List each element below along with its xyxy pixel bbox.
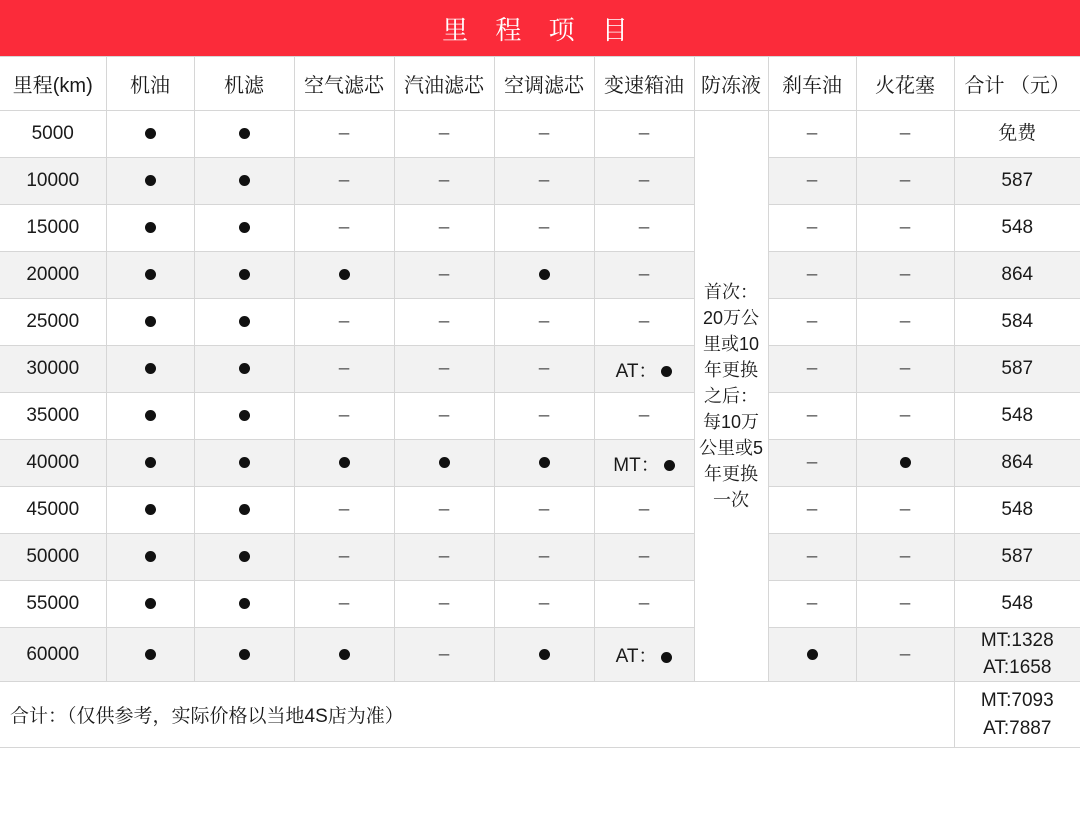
cell-brake-fluid: [768, 111, 856, 158]
service-dash: –: [899, 546, 911, 567]
service-dash: –: [438, 499, 450, 520]
service-dash: –: [806, 452, 818, 473]
service-dash: –: [538, 170, 550, 191]
service-dot: [145, 316, 156, 327]
cell-fuel-filter: [394, 205, 494, 252]
cell-gearbox-oil: [594, 346, 694, 393]
col-header-brake-fluid: 刹车油: [768, 57, 856, 111]
service-dash: –: [338, 170, 350, 191]
cell-mileage: 50000: [0, 534, 106, 581]
service-dash: –: [438, 311, 450, 332]
cell-brake-fluid: [768, 205, 856, 252]
service-dash: –: [538, 311, 550, 332]
cell-brake-fluid: [768, 534, 856, 581]
cell-oil-filter: [194, 252, 294, 299]
service-dash: –: [338, 405, 350, 426]
service-dot: [145, 222, 156, 233]
service-dash: –: [538, 217, 550, 238]
service-dash: –: [538, 358, 550, 379]
service-dot: [239, 128, 250, 139]
cell-ac-filter: [494, 581, 594, 628]
cell-oil-filter: [194, 487, 294, 534]
cell-row-total: 864: [954, 252, 1080, 299]
service-dot: [145, 504, 156, 515]
service-dash: –: [899, 264, 911, 285]
service-dash: –: [899, 170, 911, 191]
cell-spark-plug: [856, 205, 954, 252]
cell-fuel-filter: [394, 487, 494, 534]
service-dot: [539, 269, 550, 280]
service-dot: [539, 457, 550, 468]
cell-engine-oil: [106, 346, 194, 393]
cell-engine-oil: [106, 111, 194, 158]
service-dash: –: [806, 264, 818, 285]
grand-total: MT:7093 AT:7887: [954, 682, 1080, 748]
service-dash: –: [438, 358, 450, 379]
table-footer: [0, 682, 1080, 748]
cell-gearbox-oil: [594, 393, 694, 440]
service-dot: [539, 649, 550, 660]
service-dash: –: [806, 593, 818, 614]
cell-air-filter: [294, 581, 394, 628]
table-header: [0, 57, 1080, 111]
cell-fuel-filter: [394, 440, 494, 487]
cell-spark-plug: [856, 628, 954, 682]
cell-spark-plug: [856, 158, 954, 205]
cell-engine-oil: [106, 158, 194, 205]
cell-mileage: 15000: [0, 205, 106, 252]
cell-fuel-filter: [394, 158, 494, 205]
maintenance-table: [0, 56, 1080, 748]
cell-coolant-note: 首次： 20万公 里或10 年更换 之后： 每10万 公里或5 年更换 一次: [694, 111, 768, 682]
footer-note: [0, 682, 954, 748]
cell-spark-plug: [856, 487, 954, 534]
cell-row-total: 548: [954, 393, 1080, 440]
service-dot: [239, 457, 250, 468]
cell-ac-filter: [494, 440, 594, 487]
cell-mileage: 45000: [0, 487, 106, 534]
service-dash: –: [538, 546, 550, 567]
service-dot: [239, 175, 250, 186]
gearbox-type-label: MT：: [613, 454, 660, 476]
cell-row-total: 587: [954, 158, 1080, 205]
service-dash: –: [438, 643, 450, 665]
service-dash: –: [899, 499, 911, 520]
col-header-air-filter: 空气滤芯: [294, 57, 394, 111]
service-dot: [239, 649, 250, 660]
cell-row-total: MT:1328 AT:1658: [954, 628, 1080, 682]
service-dash: –: [638, 546, 650, 567]
cell-oil-filter: [194, 299, 294, 346]
service-dot: [145, 410, 156, 421]
cell-ac-filter: [494, 346, 594, 393]
cell-air-filter: [294, 534, 394, 581]
cell-spark-plug: [856, 252, 954, 299]
cell-engine-oil: [106, 252, 194, 299]
service-dash: –: [538, 499, 550, 520]
cell-spark-plug: [856, 440, 954, 487]
service-dash: –: [638, 593, 650, 614]
cell-brake-fluid: [768, 581, 856, 628]
service-dot: [807, 649, 818, 660]
cell-fuel-filter: [394, 628, 494, 682]
cell-oil-filter: [194, 393, 294, 440]
service-dash: –: [338, 593, 350, 614]
cell-oil-filter: [194, 534, 294, 581]
service-dash: –: [638, 170, 650, 191]
cell-air-filter: [294, 393, 394, 440]
service-dot: [145, 128, 156, 139]
service-dot: [145, 457, 156, 468]
cell-gearbox-oil: [594, 440, 694, 487]
col-header-gearbox-oil: 变速箱油: [594, 57, 694, 111]
cell-ac-filter: [494, 252, 594, 299]
cell-fuel-filter: [394, 299, 494, 346]
service-dash: –: [806, 170, 818, 191]
cell-fuel-filter: [394, 581, 494, 628]
cell-engine-oil: [106, 534, 194, 581]
service-dash: –: [638, 311, 650, 332]
service-dash: –: [638, 499, 650, 520]
cell-mileage: 60000: [0, 628, 106, 682]
cell-spark-plug: [856, 393, 954, 440]
footer-label: 合计：: [10, 706, 68, 728]
service-dash: –: [899, 405, 911, 426]
cell-gearbox-oil: [594, 111, 694, 158]
table-row: [0, 487, 1080, 534]
service-dot: [661, 366, 672, 377]
cell-air-filter: [294, 205, 394, 252]
service-dot: [661, 652, 672, 663]
cell-gearbox-oil: [594, 581, 694, 628]
cell-mileage: 10000: [0, 158, 106, 205]
cell-mileage: 5000: [0, 111, 106, 158]
cell-spark-plug: [856, 299, 954, 346]
table-row: [0, 440, 1080, 487]
service-dash: –: [899, 358, 911, 379]
table-row: [0, 534, 1080, 581]
cell-fuel-filter: [394, 393, 494, 440]
cell-engine-oil: [106, 628, 194, 682]
service-dot: [239, 598, 250, 609]
service-dash: –: [438, 593, 450, 614]
cell-air-filter: [294, 346, 394, 393]
cell-mileage: 30000: [0, 346, 106, 393]
cell-spark-plug: [856, 534, 954, 581]
service-dot: [145, 551, 156, 562]
table-row: [0, 158, 1080, 205]
cell-row-total: 587: [954, 534, 1080, 581]
cell-brake-fluid: [768, 252, 856, 299]
col-header-fuel-filter: 汽油滤芯: [394, 57, 494, 111]
cell-air-filter: [294, 111, 394, 158]
table-row: [0, 205, 1080, 252]
cell-oil-filter: [194, 205, 294, 252]
page-title: 里 程 项 目: [0, 0, 1080, 56]
cell-fuel-filter: [394, 534, 494, 581]
service-dash: –: [899, 593, 911, 614]
cell-mileage: 35000: [0, 393, 106, 440]
table-body: [0, 111, 1080, 682]
service-dash: –: [438, 217, 450, 238]
service-dot: [339, 269, 350, 280]
cell-oil-filter: [194, 111, 294, 158]
service-dash: –: [899, 643, 911, 665]
service-dash: –: [338, 311, 350, 332]
service-dash: –: [638, 123, 650, 144]
cell-gearbox-oil: [594, 534, 694, 581]
service-dash: –: [806, 123, 818, 144]
table-row: [0, 299, 1080, 346]
service-dash: –: [338, 499, 350, 520]
cell-row-total: 584: [954, 299, 1080, 346]
service-dot: [239, 410, 250, 421]
cell-brake-fluid: [768, 628, 856, 682]
table-row: [0, 393, 1080, 440]
gearbox-type-label: AT：: [615, 646, 658, 668]
cell-engine-oil: [106, 299, 194, 346]
cell-ac-filter: [494, 205, 594, 252]
table-row: [0, 581, 1080, 628]
cell-spark-plug: [856, 346, 954, 393]
footer-disclaimer: （仅供参考，实际价格以当地4S店为准）: [67, 706, 404, 728]
service-dash: –: [806, 358, 818, 379]
service-dash: –: [638, 217, 650, 238]
cell-spark-plug: [856, 111, 954, 158]
service-dash: –: [899, 123, 911, 144]
cell-oil-filter: [194, 346, 294, 393]
cell-air-filter: [294, 440, 394, 487]
service-dash: –: [638, 264, 650, 285]
service-dot: [145, 269, 156, 280]
service-dot: [239, 551, 250, 562]
cell-row-total: 548: [954, 205, 1080, 252]
cell-fuel-filter: [394, 111, 494, 158]
cell-ac-filter: [494, 628, 594, 682]
cell-brake-fluid: [768, 346, 856, 393]
service-dash: –: [438, 405, 450, 426]
service-dot: [239, 222, 250, 233]
cell-row-total: 864: [954, 440, 1080, 487]
service-dash: –: [438, 170, 450, 191]
col-header-engine-oil: 机油: [106, 57, 194, 111]
cell-mileage: 55000: [0, 581, 106, 628]
cell-air-filter: [294, 252, 394, 299]
service-dash: –: [806, 546, 818, 567]
cell-spark-plug: [856, 581, 954, 628]
cell-brake-fluid: [768, 487, 856, 534]
service-dash: –: [338, 123, 350, 144]
cell-gearbox-oil: [594, 205, 694, 252]
cell-row-total: 587: [954, 346, 1080, 393]
service-dot: [439, 457, 450, 468]
cell-gearbox-oil: [594, 628, 694, 682]
cell-row-total: 免费: [954, 111, 1080, 158]
service-dash: –: [338, 358, 350, 379]
cell-brake-fluid: [768, 440, 856, 487]
service-dot: [145, 175, 156, 186]
cell-ac-filter: [494, 111, 594, 158]
cell-air-filter: [294, 158, 394, 205]
col-header-coolant: 防冻液: [694, 57, 768, 111]
cell-oil-filter: [194, 628, 294, 682]
col-header-spark-plug: 火花塞: [856, 57, 954, 111]
cell-brake-fluid: [768, 299, 856, 346]
cell-engine-oil: [106, 393, 194, 440]
cell-engine-oil: [106, 205, 194, 252]
service-dot: [239, 363, 250, 374]
gearbox-type-label: AT：: [615, 360, 658, 382]
service-dot: [339, 457, 350, 468]
service-dash: –: [899, 217, 911, 238]
cell-brake-fluid: [768, 158, 856, 205]
cell-mileage: 20000: [0, 252, 106, 299]
service-dash: –: [806, 217, 818, 238]
cell-air-filter: [294, 628, 394, 682]
service-dot: [239, 269, 250, 280]
cell-ac-filter: [494, 534, 594, 581]
cell-engine-oil: [106, 581, 194, 628]
cell-air-filter: [294, 299, 394, 346]
service-dash: –: [899, 311, 911, 332]
service-dash: –: [338, 546, 350, 567]
service-dash: –: [538, 405, 550, 426]
service-dash: –: [806, 405, 818, 426]
service-dot: [664, 460, 675, 471]
col-header-total: 合计 （元）: [954, 57, 1080, 111]
service-dash: –: [538, 593, 550, 614]
cell-mileage: 25000: [0, 299, 106, 346]
cell-oil-filter: [194, 581, 294, 628]
cell-row-total: 548: [954, 581, 1080, 628]
cell-gearbox-oil: [594, 252, 694, 299]
cell-mileage: 40000: [0, 440, 106, 487]
service-dot: [900, 457, 911, 468]
cell-engine-oil: [106, 440, 194, 487]
cell-engine-oil: [106, 487, 194, 534]
col-header-ac-filter: 空调滤芯: [494, 57, 594, 111]
cell-gearbox-oil: [594, 487, 694, 534]
cell-oil-filter: [194, 158, 294, 205]
table-row: [0, 111, 1080, 158]
cell-gearbox-oil: [594, 299, 694, 346]
table-row: [0, 252, 1080, 299]
cell-ac-filter: [494, 393, 594, 440]
col-header-oil-filter: 机滤: [194, 57, 294, 111]
service-dash: –: [438, 123, 450, 144]
cell-oil-filter: [194, 440, 294, 487]
service-dot: [145, 649, 156, 660]
service-dash: –: [638, 405, 650, 426]
cell-air-filter: [294, 487, 394, 534]
service-dot: [145, 363, 156, 374]
service-dash: –: [438, 546, 450, 567]
col-header-mileage: 里程(km): [0, 57, 106, 111]
cell-ac-filter: [494, 299, 594, 346]
cell-fuel-filter: [394, 252, 494, 299]
cell-ac-filter: [494, 158, 594, 205]
cell-ac-filter: [494, 487, 594, 534]
table-row: [0, 346, 1080, 393]
cell-brake-fluid: [768, 393, 856, 440]
cell-gearbox-oil: [594, 158, 694, 205]
service-dash: –: [438, 264, 450, 285]
service-dash: –: [806, 499, 818, 520]
cell-row-total: 548: [954, 487, 1080, 534]
service-dot: [339, 649, 350, 660]
service-dash: –: [806, 311, 818, 332]
service-dot: [239, 316, 250, 327]
table-row: [0, 628, 1080, 682]
cell-fuel-filter: [394, 346, 494, 393]
service-dash: –: [538, 123, 550, 144]
service-dash: –: [338, 217, 350, 238]
service-dot: [145, 598, 156, 609]
service-dot: [239, 504, 250, 515]
